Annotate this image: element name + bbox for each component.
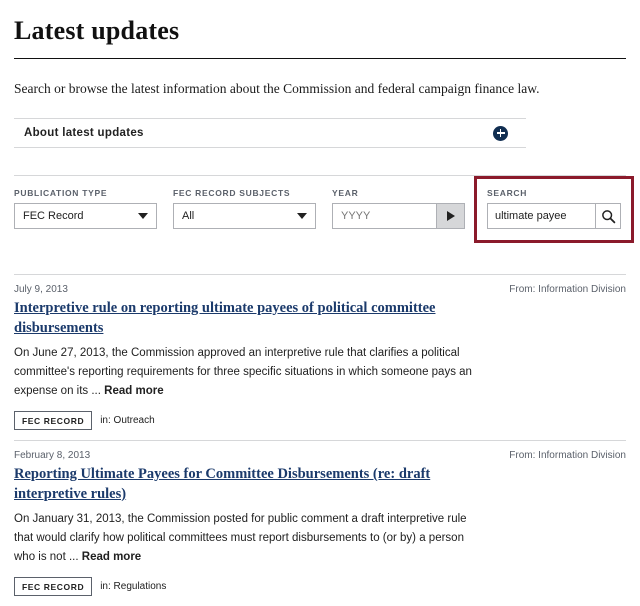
latest-updates-page xyxy=(0,16,640,593)
chevron-down-icon xyxy=(138,213,148,219)
category-name[interactable]: Outreach xyxy=(113,415,155,427)
result-type-tag[interactable]: FEC RECORD xyxy=(14,411,92,430)
result-summary xyxy=(14,344,484,401)
result-summary xyxy=(14,510,484,567)
search-icon xyxy=(601,209,616,224)
result-title-link[interactable]: Interpretive rule on reporting ultimate payees of political committee disbursements xyxy=(14,300,436,336)
publication-type-value: FEC Record xyxy=(23,210,84,222)
page-intro: Search or browse the latest information about the Commission and federal campaign finance law. xyxy=(14,81,540,96)
plus-circle-icon[interactable] xyxy=(493,126,508,141)
chevron-down-icon xyxy=(297,213,307,219)
result-category xyxy=(100,581,166,592)
fec-record-subjects-filter xyxy=(173,188,316,229)
publication-type-filter xyxy=(14,188,157,229)
category-name[interactable]: Regulations xyxy=(113,581,167,593)
result-item xyxy=(14,440,626,606)
result-tags xyxy=(14,411,626,430)
result-source: From: Information Division xyxy=(509,284,626,295)
result-summary-text: On June 27, 2013, the Commission approved an interpretive rule that clarifies a political committee's reporting requirements for three specific situations in which someone pays an expense on its ... xyxy=(14,347,472,398)
publication-type-label: PUBLICATION TYPE xyxy=(14,188,108,198)
search-input[interactable] xyxy=(487,203,595,229)
search-button[interactable] xyxy=(595,203,621,229)
result-title-link[interactable]: Reporting Ultimate Payees for Committee Disbursements (re: draft interpretive rules) xyxy=(14,466,431,502)
result-item xyxy=(14,274,626,440)
read-more-link[interactable]: Read more xyxy=(104,385,164,398)
search-filter xyxy=(474,176,634,243)
category-prefix: in: xyxy=(100,415,111,427)
year-label: YEAR xyxy=(332,188,359,198)
result-category xyxy=(100,415,154,426)
result-type-tag[interactable]: FEC RECORD xyxy=(14,577,92,596)
filter-bar xyxy=(14,175,626,229)
publication-type-select[interactable] xyxy=(14,203,157,229)
about-latest-updates-label: About latest updates xyxy=(24,127,144,139)
fec-record-subjects-select[interactable] xyxy=(173,203,316,229)
page-title: Latest updates xyxy=(14,16,626,59)
results-list xyxy=(14,274,626,606)
year-submit-button[interactable] xyxy=(437,203,465,229)
result-summary-text: On January 31, 2013, the Commission posted for public comment a draft interpretive rule that would clarify how political committees must report disbursements to (or by) a person who is not ... xyxy=(14,513,467,564)
read-more-link[interactable]: Read more xyxy=(81,551,142,564)
result-source: From: Information Division xyxy=(509,450,626,462)
search-label: SEARCH xyxy=(487,188,528,198)
category-prefix: in: xyxy=(100,581,111,593)
fec-record-subjects-value: All xyxy=(182,210,195,222)
fec-record-subjects-label: FEC RECORD SUBJECTS xyxy=(173,188,291,198)
year-input[interactable] xyxy=(332,203,437,229)
play-arrow-icon xyxy=(447,211,455,221)
about-latest-updates-accordion[interactable] xyxy=(14,118,526,148)
result-date: July 9, 2013 xyxy=(14,284,68,295)
result-tags xyxy=(14,577,626,596)
year-filter xyxy=(332,188,465,229)
result-date: February 8, 2013 xyxy=(14,450,91,462)
